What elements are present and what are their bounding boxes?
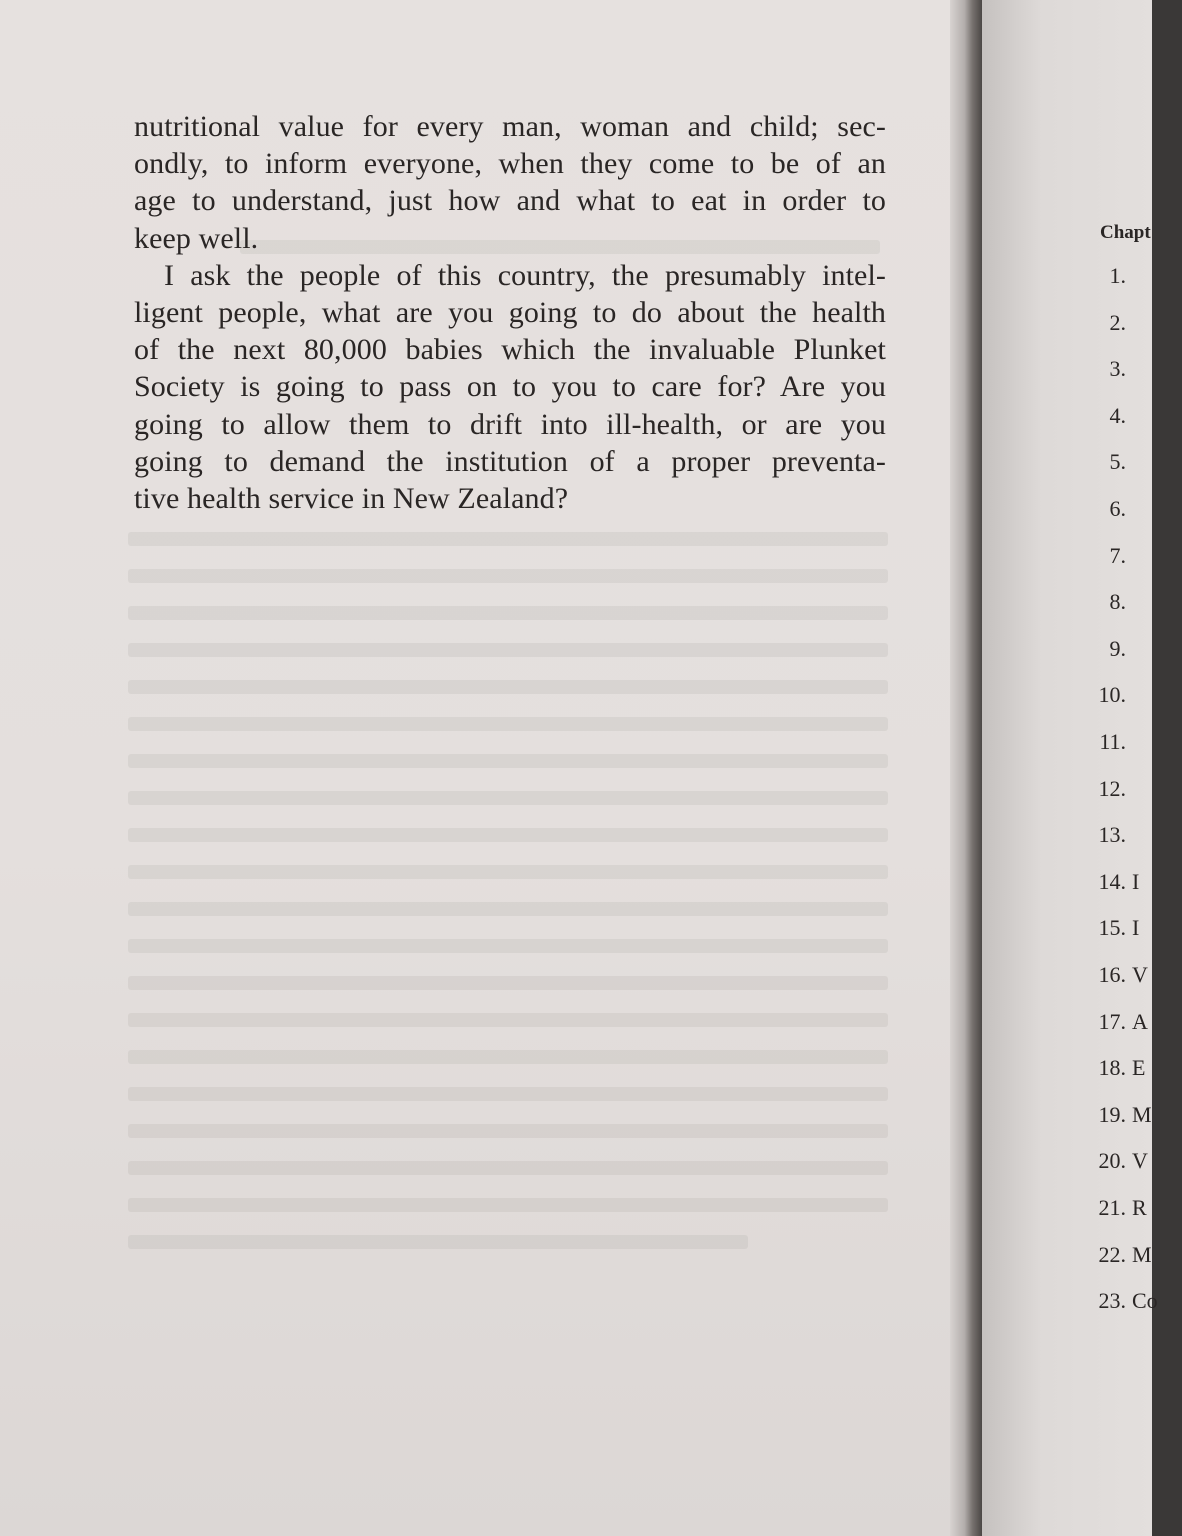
text-line: I ask the people of this country, the presumably intel- <box>164 258 886 292</box>
toc-item-number: 12. <box>1098 775 1126 801</box>
toc-item-title: A <box>1132 1008 1148 1034</box>
show-through-line <box>128 680 888 694</box>
toc-item-title: M <box>1132 1101 1152 1127</box>
show-through-line <box>128 569 888 583</box>
toc-item-number: 14. <box>1098 868 1126 894</box>
toc-item <box>1062 1148 1182 1174</box>
toc-item-number: 16. <box>1098 962 1126 987</box>
toc-item-title: I <box>1132 868 1140 894</box>
toc-item-number: 18. <box>1098 1055 1126 1081</box>
toc-item-number: 7. <box>1109 542 1126 568</box>
toc-item <box>1062 636 1182 662</box>
toc-item-title: I <box>1132 915 1140 941</box>
text-line: ondly, to inform everyone, when they come to be of an <box>134 147 886 181</box>
text-line: of the next 80,000 babies which the invaluable Plunket <box>134 333 886 367</box>
toc-item <box>1062 356 1182 382</box>
toc-item-number: 11. <box>1099 729 1126 754</box>
toc-item-number: 15. <box>1098 915 1126 941</box>
text-line: Society is going to pass on to you to care for? Are you <box>134 370 886 404</box>
show-through-line <box>128 1087 888 1101</box>
show-through-line <box>128 865 888 879</box>
toc-item <box>1062 915 1182 941</box>
toc-item-title: Co <box>1132 1288 1158 1314</box>
show-through-line <box>128 1198 888 1212</box>
toc-item-number: 19. <box>1098 1101 1126 1127</box>
show-through-line <box>128 643 888 657</box>
toc-item-number: 22. <box>1098 1241 1126 1267</box>
body-text <box>134 108 886 517</box>
toc-item <box>1062 310 1182 336</box>
toc-item-number: 3. <box>1109 356 1126 382</box>
toc-item-number: 1. <box>1109 263 1126 288</box>
toc-heading: Chapt <box>1100 222 1151 243</box>
toc-item <box>1062 869 1182 895</box>
show-through-line <box>128 1235 748 1249</box>
toc-item <box>1062 496 1182 522</box>
toc-item <box>1062 776 1182 802</box>
toc-item <box>1062 1055 1182 1081</box>
show-through-line <box>128 1050 888 1064</box>
text-line: age to understand, just how and what to eat in order to <box>134 184 886 218</box>
toc-item-number: 6. <box>1109 496 1126 521</box>
toc-item-number: 8. <box>1109 589 1126 615</box>
show-through-line <box>128 902 888 916</box>
toc-item <box>1062 682 1182 708</box>
toc-item <box>1062 263 1182 289</box>
toc-item-title: R <box>1132 1195 1147 1220</box>
toc-item-number: 5. <box>1109 449 1126 475</box>
toc-item-title: E <box>1132 1055 1146 1081</box>
text-line: nutritional value for every man, woman and child; sec- <box>134 110 886 143</box>
text-line: keep well. <box>134 221 259 255</box>
toc-item <box>1062 1102 1182 1128</box>
toc-item-number: 20. <box>1098 1148 1126 1174</box>
show-through-line <box>128 717 888 731</box>
toc-item <box>1062 729 1182 755</box>
book-gutter <box>950 0 982 1536</box>
toc-item <box>1062 543 1182 569</box>
toc-item-number: 9. <box>1109 635 1126 661</box>
show-through-line <box>128 939 888 953</box>
show-through-line <box>128 1161 888 1175</box>
toc-item-number: 10. <box>1098 682 1126 708</box>
toc-item-title: V <box>1132 1148 1148 1174</box>
toc-item <box>1062 1288 1182 1314</box>
toc-item <box>1062 1195 1182 1221</box>
toc-item-number: 23. <box>1098 1288 1126 1314</box>
text-line: going to allow them to drift into ill-health, or are you <box>134 407 886 441</box>
toc-item-title: V <box>1132 962 1148 987</box>
toc-item-number: 21. <box>1098 1195 1126 1220</box>
text-line: tive health service in New Zealand? <box>134 481 569 515</box>
show-through-line <box>128 1124 888 1138</box>
toc-item-number: 13. <box>1098 822 1126 848</box>
toc-item <box>1062 962 1182 988</box>
show-through-line <box>128 1013 888 1027</box>
toc-item <box>1062 589 1182 615</box>
text-line: ligent people, what are you going to do about the health <box>134 295 886 329</box>
show-through-line <box>128 532 888 546</box>
toc-item <box>1062 449 1182 475</box>
show-through-line <box>128 606 888 620</box>
show-through-line <box>128 828 888 842</box>
toc-item <box>1062 822 1182 848</box>
text-line: going to demand the institution of a proper preventa- <box>134 444 886 478</box>
show-through-line <box>128 791 888 805</box>
toc-item-number: 17. <box>1098 1008 1126 1034</box>
toc-item-number: 2. <box>1109 309 1126 335</box>
show-through-line <box>128 976 888 990</box>
toc-item-title: M <box>1132 1241 1152 1267</box>
toc-item-number: 4. <box>1109 402 1126 428</box>
toc-item <box>1062 403 1182 429</box>
toc-item <box>1062 1242 1182 1268</box>
show-through-line <box>128 754 888 768</box>
toc-item <box>1062 1009 1182 1035</box>
